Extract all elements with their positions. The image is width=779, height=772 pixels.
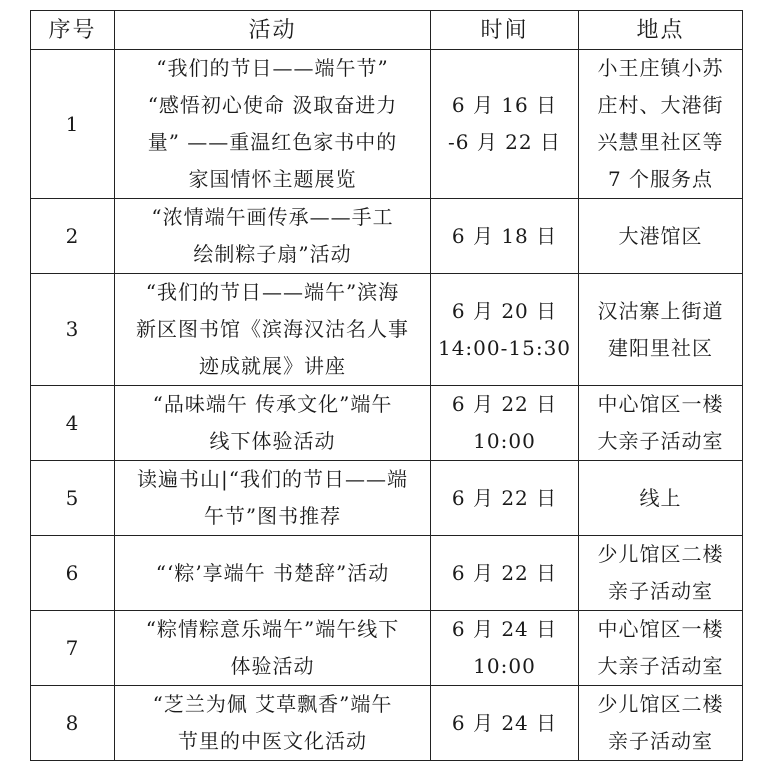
row-number: 2 [31, 199, 115, 274]
place-cell [579, 536, 743, 611]
place-cell [579, 611, 743, 686]
header-no: 序号 [31, 11, 115, 50]
time-cell-line: 6 月 24 日 [451, 617, 558, 641]
time-cell-line: 6 月 20 日 [451, 298, 558, 323]
table-row [31, 386, 743, 461]
row-number: 4 [31, 386, 115, 461]
place-cell-line: 建阳里社区 [608, 335, 713, 360]
activity-cell-line: “感悟初心使命 汲取奋进力 [147, 93, 398, 117]
time-cell [431, 686, 579, 761]
row-number: 5 [31, 461, 115, 536]
time-cell-line: 6 月 18 日 [451, 223, 558, 248]
activity-cell-line: 量” ——重温红色家书中的 [147, 130, 398, 154]
time-cell [431, 199, 579, 274]
activity-cell-line: “芝兰为佩 艾草飘香”端午 [152, 692, 393, 716]
activity-cell-line: 读遍书山|“我们的节日——端 [137, 467, 408, 491]
time-cell [431, 611, 579, 686]
time-cell [431, 50, 579, 199]
time-cell-line: -6 月 22 日 [447, 130, 561, 154]
place-cell [579, 199, 743, 274]
time-cell [431, 536, 579, 611]
activity-cell-line: “粽情粽意乐端午”端午线下 [145, 617, 400, 641]
row-number: 1 [31, 50, 115, 199]
place-cell-line: 大亲子活动室 [597, 429, 724, 453]
place-cell [579, 386, 743, 461]
place-cell-line: 少儿馆区二楼 [597, 692, 724, 716]
time-cell-line: 10:00 [473, 429, 536, 453]
row-number: 8 [31, 686, 115, 761]
row-number: 7 [31, 611, 115, 686]
activity-cell [115, 611, 431, 686]
place-cell-line: 亲子活动室 [608, 729, 713, 753]
place-cell [579, 50, 743, 199]
activity-cell-line: 节里的中医文化活动 [178, 729, 367, 753]
activity-cell [115, 686, 431, 761]
activity-cell-line: “我们的节日——端午”滨海 [145, 280, 400, 304]
table-header-row [31, 11, 743, 50]
time-cell-line: 14:00-15:30 [437, 335, 572, 360]
time-cell-line: 6 月 22 日 [451, 485, 558, 510]
row-number: 6 [31, 536, 115, 611]
place-cell-line: 7 个服务点 [607, 167, 714, 191]
activity-cell [115, 50, 431, 199]
activity-cell-line: 迹成就展》讲座 [199, 354, 346, 378]
activity-cell [115, 536, 431, 611]
table-row [31, 461, 743, 536]
time-cell [431, 461, 579, 536]
activity-cell-line: “品味端午 传承文化”端午 [152, 392, 393, 416]
time-cell-line: 6 月 22 日 [451, 392, 558, 416]
activity-cell-line: 线下体验活动 [209, 429, 336, 453]
time-cell [431, 274, 579, 386]
activity-cell-line: “浓情端午画传承——手工 [151, 205, 394, 229]
place-cell-line: 汉沽寨上街道 [597, 298, 724, 323]
activity-cell [115, 199, 431, 274]
time-cell-line: 6 月 24 日 [451, 710, 558, 735]
activity-schedule-table [30, 10, 743, 761]
place-cell [579, 686, 743, 761]
place-cell-line: 大亲子活动室 [597, 654, 724, 678]
table-row [31, 199, 743, 274]
table-row [31, 50, 743, 199]
table-row [31, 274, 743, 386]
time-cell [431, 386, 579, 461]
place-cell-line: 大港馆区 [618, 223, 703, 248]
place-cell-line: 少儿馆区二楼 [597, 542, 724, 566]
activity-cell-line: 新区图书馆《滨海汉沽名人事 [136, 317, 409, 341]
activity-cell [115, 274, 431, 386]
place-cell-line: 中心馆区一楼 [597, 392, 724, 416]
activity-cell-line: 家国情怀主题展览 [188, 167, 357, 191]
header-time: 时间 [431, 11, 579, 50]
activity-cell-line: “‘粽’享端午 书楚辞”活动 [155, 560, 390, 585]
place-cell-line: 亲子活动室 [608, 579, 713, 603]
time-cell-line: 10:00 [473, 654, 536, 678]
activity-cell [115, 386, 431, 461]
time-cell-line: 6 月 16 日 [451, 93, 558, 117]
place-cell [579, 274, 743, 386]
place-cell-line: 兴慧里社区等 [597, 130, 724, 154]
activity-cell-line: 午节”图书推荐 [203, 504, 342, 528]
place-cell-line: 线上 [639, 485, 682, 510]
activity-cell [115, 461, 431, 536]
place-cell [579, 461, 743, 536]
table-body [31, 50, 743, 761]
place-cell-line: 中心馆区一楼 [597, 617, 724, 641]
table-row [31, 611, 743, 686]
time-cell-line: 6 月 22 日 [451, 560, 558, 585]
table-row [31, 536, 743, 611]
header-place: 地点 [579, 11, 743, 50]
header-activity: 活动 [115, 11, 431, 50]
place-cell-line: 庄村、大港街 [597, 93, 724, 117]
place-cell-line: 小王庄镇小苏 [597, 56, 724, 80]
table-row [31, 686, 743, 761]
row-number: 3 [31, 274, 115, 386]
activity-cell-line: 体验活动 [230, 654, 315, 678]
activity-cell-line: 绘制粽子扇”活动 [193, 242, 352, 266]
activity-cell-line: “我们的节日——端午节” [156, 56, 389, 80]
